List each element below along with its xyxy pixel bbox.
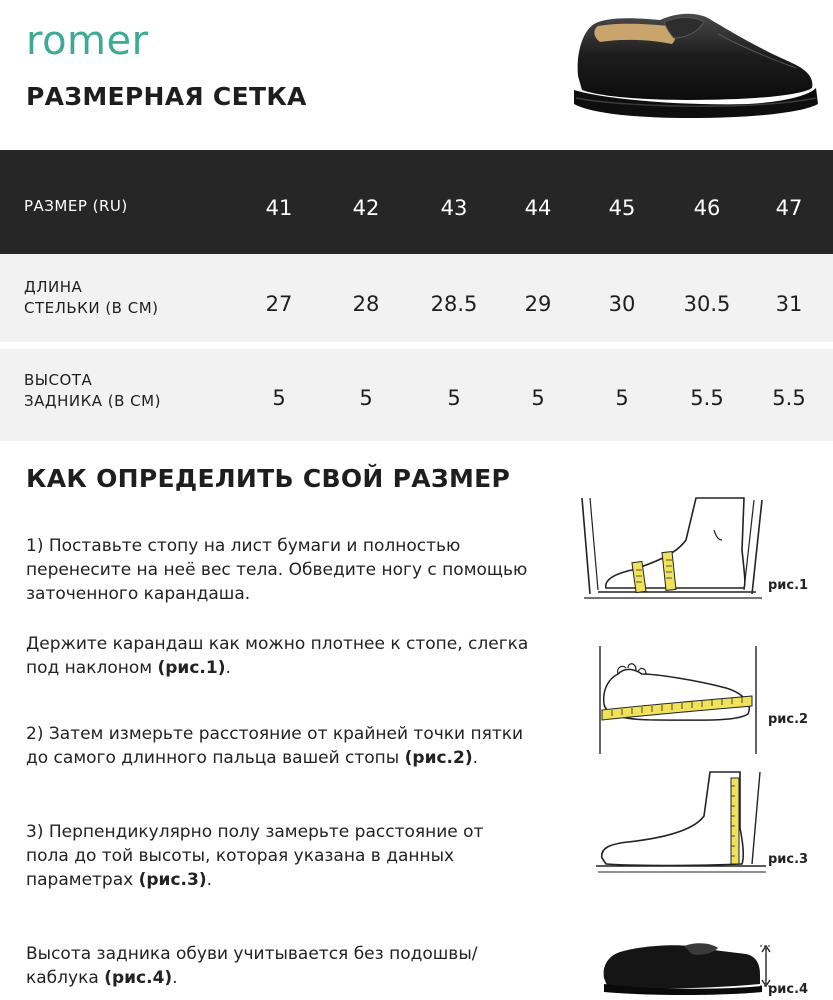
insole-length-label xyxy=(24,277,159,319)
step-1-text xyxy=(26,534,566,606)
heel-cell: 5 xyxy=(359,386,373,410)
insole-cell: 30.5 xyxy=(683,292,731,316)
figure-2-label: рис.2 xyxy=(768,712,809,727)
size-cell: 46 xyxy=(693,196,721,220)
size-cell: 47 xyxy=(775,196,803,220)
insole-cell: 27 xyxy=(265,292,293,316)
note-2-line1: Высота задника обуви учитывается без подошвы/ xyxy=(26,944,478,964)
punctuation: . xyxy=(472,748,479,768)
row-divider xyxy=(0,342,833,349)
figure-ref: (рис.2) xyxy=(404,748,473,768)
note-2-text xyxy=(26,942,566,990)
heel-cell: 5 xyxy=(615,386,629,410)
step-3-line3: параметрах xyxy=(26,870,139,890)
foot-height-figure-3 xyxy=(594,768,768,874)
size-header-label: РАЗМЕР (RU) xyxy=(24,197,128,215)
step-2-line2: до самого длинного пальца вашей стопы xyxy=(26,748,405,768)
size-cell: 44 xyxy=(524,196,552,220)
insole-cell: 28.5 xyxy=(430,292,478,316)
foot-outline-figure-1 xyxy=(576,490,766,606)
heel-cell: 5.5 xyxy=(690,386,724,410)
loafer-shoe-image xyxy=(568,4,820,122)
insole-length-row xyxy=(0,254,833,342)
note-1-line1: Держите карандаш как можно плотнее к стопе, слегка xyxy=(26,634,529,654)
insole-cell: 28 xyxy=(352,292,380,316)
insole-cell: 31 xyxy=(775,292,803,316)
heel-cell: 5.5 xyxy=(772,386,806,410)
heel-height-label xyxy=(24,370,161,412)
step-3-line2: пола до той высоты, которая указана в данных xyxy=(26,846,455,866)
punctuation: . xyxy=(172,968,178,988)
note-1-text xyxy=(26,632,566,680)
figure-ref: (рис.3) xyxy=(138,870,207,890)
note-2-line2: каблука xyxy=(26,968,105,988)
size-cell: 43 xyxy=(440,196,468,220)
guide-title: КАК ОПРЕДЕЛИТЬ СВОЙ РАЗМЕР xyxy=(26,464,511,493)
step-1-line1: Поставьте стопу на лист бумаги и полностью xyxy=(43,536,461,556)
heel-label-line1: ВЫСОТА xyxy=(24,371,93,389)
step-1-line2: перенесите на неё вес тела. Обведите ногу с помощью xyxy=(26,560,528,580)
step-1-number: 1) xyxy=(26,536,44,556)
brand-logo: romer xyxy=(26,18,149,64)
figure-4-label: рис.4 xyxy=(768,982,809,997)
insole-label-line1: ДЛИНА xyxy=(24,278,83,296)
figure-1-label: рис.1 xyxy=(768,578,809,593)
figure-ref: (рис.4) xyxy=(104,968,173,988)
heel-label-line2: ЗАДНИКА (В СМ) xyxy=(24,392,161,410)
size-header-row xyxy=(0,150,833,254)
size-table xyxy=(0,150,833,441)
punctuation: . xyxy=(225,658,231,678)
note-1-line2: под наклоном xyxy=(26,658,158,678)
heel-height-row xyxy=(0,349,833,441)
step-3-line1: 3) Перпендикулярно полу замерьте расстояние от xyxy=(26,822,484,842)
figure-3-label: рис.3 xyxy=(768,852,809,867)
shoe-heel-figure-4 xyxy=(600,934,776,996)
heel-cell: 5 xyxy=(447,386,461,410)
foot-measure-figure-2 xyxy=(596,644,760,756)
heel-cell: 5 xyxy=(272,386,286,410)
page-title: РАЗМЕРНАЯ СЕТКА xyxy=(26,82,307,111)
insole-cell: 30 xyxy=(608,292,636,316)
insole-cell: 29 xyxy=(524,292,552,316)
step-1-line3: заточенного карандаша. xyxy=(26,584,251,604)
step-2-text xyxy=(26,722,566,770)
size-cell: 42 xyxy=(352,196,380,220)
punctuation: . xyxy=(206,870,212,890)
step-3-text xyxy=(26,820,566,892)
size-cell: 45 xyxy=(608,196,636,220)
size-cell: 41 xyxy=(265,196,293,220)
insole-label-line2: СТЕЛЬКИ (В СМ) xyxy=(24,299,159,317)
heel-cell: 5 xyxy=(531,386,545,410)
figure-ref: (рис.1) xyxy=(157,658,226,678)
step-2-line1: 2) Затем измерьте расстояние от крайней точки пятки xyxy=(26,724,524,744)
